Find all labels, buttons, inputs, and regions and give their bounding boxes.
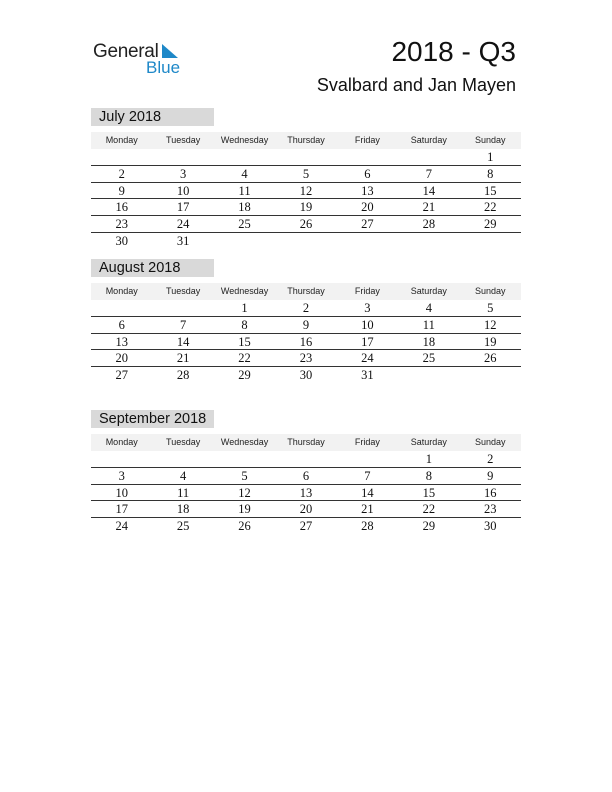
- day-cell: 3: [180, 166, 187, 181]
- day-cell: [275, 149, 336, 165]
- weekday-label: Monday: [105, 135, 138, 145]
- day-cell: 15: [422, 485, 436, 500]
- day-cell: [214, 233, 275, 250]
- day-cell: 24: [176, 217, 190, 232]
- day-cell: 27: [299, 519, 313, 534]
- week-row: [91, 501, 521, 518]
- week-row: [91, 233, 521, 250]
- week-row: [91, 334, 521, 351]
- day-cell: [460, 233, 521, 250]
- day-cell: 13: [299, 485, 313, 500]
- week-row: [91, 183, 521, 200]
- day-cell: 9: [118, 183, 125, 198]
- week-row: [91, 300, 521, 317]
- day-cell: 23: [115, 217, 128, 232]
- weekday-label: Saturday: [410, 135, 447, 145]
- day-cell: 26: [299, 217, 313, 232]
- day-cell: 5: [302, 166, 310, 181]
- weekday-label: Thursday: [287, 135, 325, 145]
- weekday-label: Tuesday: [166, 437, 201, 447]
- day-cell: 18: [176, 502, 190, 517]
- day-cell: 2: [487, 452, 494, 466]
- day-cell: 5: [487, 301, 494, 315]
- day-cell: 11: [238, 183, 251, 198]
- day-cell: [337, 149, 398, 165]
- day-cell: 20: [299, 502, 313, 517]
- day-cell: 13: [361, 183, 374, 198]
- day-cell: 17: [361, 334, 374, 349]
- weekday-label: Wednesday: [220, 286, 269, 296]
- day-cell: 10: [361, 317, 374, 332]
- day-cell: 4: [241, 166, 248, 181]
- day-cell: 28: [422, 217, 436, 232]
- day-cell: 2: [302, 301, 310, 315]
- day-cell: [398, 367, 459, 384]
- day-cell: 20: [361, 200, 374, 215]
- day-cell: 8: [487, 166, 494, 181]
- day-cell: 27: [361, 217, 374, 232]
- page-title: 2018 - Q3: [391, 36, 516, 67]
- week-row: [91, 451, 521, 468]
- weekday-label: Friday: [354, 135, 380, 145]
- day-cell: 4: [425, 301, 432, 315]
- day-cell: 4: [180, 468, 187, 483]
- day-cell: 21: [422, 200, 436, 215]
- week-grid: [91, 451, 521, 535]
- day-cell: 19: [238, 502, 251, 517]
- page-subtitle: Svalbard and Jan Mayen: [316, 75, 516, 95]
- weekday-label: Saturday: [410, 286, 447, 296]
- day-cell: 15: [483, 183, 497, 198]
- weekday-label: Thursday: [287, 437, 325, 447]
- day-cell: [275, 451, 336, 467]
- week-grid: [91, 149, 521, 250]
- day-cell: 6: [118, 317, 125, 332]
- weekday-label: Wednesday: [220, 135, 269, 145]
- month-september: [91, 410, 521, 535]
- logo-word-general: General: [93, 41, 159, 62]
- day-cell: 26: [238, 519, 251, 534]
- day-cell: 29: [483, 217, 497, 232]
- day-cell: [91, 451, 152, 467]
- day-cell: 30: [483, 519, 497, 534]
- day-cell: [460, 367, 521, 384]
- day-cell: 14: [361, 485, 374, 500]
- day-cell: 30: [299, 368, 313, 383]
- day-cell: [91, 300, 152, 316]
- day-cell: 16: [299, 334, 313, 349]
- day-cell: 31: [361, 368, 374, 383]
- day-cell: 2: [118, 166, 125, 181]
- weekday-label: Monday: [105, 437, 138, 447]
- week-grid: [91, 300, 521, 384]
- day-cell: 16: [115, 200, 128, 215]
- weekday-label: Sunday: [474, 286, 506, 296]
- weekday-header: [91, 283, 521, 300]
- day-cell: [398, 233, 459, 250]
- weekday-label: Tuesday: [166, 135, 201, 145]
- day-cell: 29: [422, 519, 436, 534]
- weekday-label: Sunday: [474, 437, 506, 447]
- week-row: [91, 485, 521, 502]
- day-cell: [214, 149, 275, 165]
- weekday-label: Sunday: [474, 135, 506, 145]
- weekday-header: [91, 434, 521, 451]
- day-cell: 12: [483, 317, 497, 332]
- month-name: September 2018: [91, 410, 214, 428]
- week-row: [91, 518, 521, 535]
- day-cell: 22: [483, 200, 497, 215]
- day-cell: 11: [422, 317, 435, 332]
- week-row: [91, 317, 521, 334]
- weekday-header: [91, 132, 521, 149]
- weekday-label: Friday: [354, 437, 380, 447]
- week-row: [91, 468, 521, 485]
- day-cell: 24: [115, 519, 128, 534]
- weekday-label: Saturday: [410, 437, 447, 447]
- day-cell: [214, 451, 275, 467]
- day-cell: 14: [422, 183, 436, 198]
- month-name: July 2018: [91, 108, 214, 126]
- day-cell: 12: [299, 183, 313, 198]
- day-cell: [152, 149, 213, 165]
- logo: [93, 40, 193, 80]
- day-cell: 23: [483, 502, 497, 517]
- weekday-label: Friday: [354, 286, 380, 296]
- day-cell: 23: [299, 351, 313, 366]
- day-cell: 16: [483, 485, 497, 500]
- weekday-label: Wednesday: [220, 437, 269, 447]
- day-cell: 10: [115, 485, 128, 500]
- day-cell: 22: [422, 502, 436, 517]
- day-cell: 24: [361, 351, 374, 366]
- day-cell: 12: [238, 485, 251, 500]
- day-cell: [275, 233, 336, 250]
- day-cell: 1: [487, 150, 494, 164]
- day-cell: 8: [425, 468, 432, 483]
- weekday-label: Monday: [105, 286, 138, 296]
- day-cell: 25: [238, 217, 251, 232]
- day-cell: 7: [425, 166, 432, 181]
- month-july: [91, 108, 521, 250]
- day-cell: 26: [483, 351, 497, 366]
- day-cell: 19: [483, 334, 497, 349]
- weekday-label: Tuesday: [166, 286, 201, 296]
- day-cell: 5: [241, 468, 248, 483]
- month-august: [91, 259, 521, 384]
- day-cell: 10: [176, 183, 190, 198]
- day-cell: 7: [364, 468, 371, 483]
- day-cell: [398, 149, 459, 165]
- day-cell: 20: [115, 351, 128, 366]
- day-cell: 22: [238, 351, 251, 366]
- day-cell: [152, 451, 213, 467]
- day-cell: 18: [422, 334, 436, 349]
- day-cell: 9: [302, 317, 310, 332]
- weekday-label: Thursday: [287, 286, 325, 296]
- week-row: [91, 350, 521, 367]
- day-cell: 28: [176, 368, 190, 383]
- day-cell: 25: [176, 519, 190, 534]
- day-cell: 21: [176, 351, 190, 366]
- month-name: August 2018: [91, 259, 214, 277]
- day-cell: 11: [177, 485, 190, 500]
- day-cell: 29: [238, 368, 251, 383]
- logo-word-blue: Blue: [146, 58, 181, 77]
- day-cell: 3: [118, 468, 125, 483]
- week-row: [91, 216, 521, 233]
- day-cell: 21: [361, 502, 374, 517]
- day-cell: 15: [238, 334, 251, 349]
- day-cell: 7: [180, 317, 187, 332]
- day-cell: [152, 300, 213, 316]
- day-cell: 8: [241, 317, 248, 332]
- day-cell: [91, 149, 152, 165]
- day-cell: 31: [176, 233, 190, 248]
- day-cell: 9: [487, 468, 494, 483]
- day-cell: 17: [115, 502, 128, 517]
- week-row: [91, 149, 521, 166]
- week-row: [91, 199, 521, 216]
- day-cell: 13: [115, 334, 128, 349]
- day-cell: [337, 233, 398, 250]
- day-cell: 19: [299, 200, 313, 215]
- day-cell: 3: [364, 301, 371, 315]
- day-cell: 18: [238, 200, 251, 215]
- day-cell: 17: [176, 200, 190, 215]
- day-cell: 28: [361, 519, 374, 534]
- logo-triangle-icon: [162, 44, 178, 58]
- day-cell: 1: [425, 452, 432, 466]
- day-cell: 6: [302, 468, 310, 483]
- day-cell: 30: [115, 233, 128, 248]
- week-row: [91, 367, 521, 384]
- day-cell: 1: [241, 301, 248, 315]
- week-row: [91, 166, 521, 183]
- day-cell: 25: [422, 351, 436, 366]
- day-cell: 27: [115, 368, 128, 383]
- day-cell: 6: [364, 166, 371, 181]
- day-cell: 14: [176, 334, 190, 349]
- day-cell: [337, 451, 398, 467]
